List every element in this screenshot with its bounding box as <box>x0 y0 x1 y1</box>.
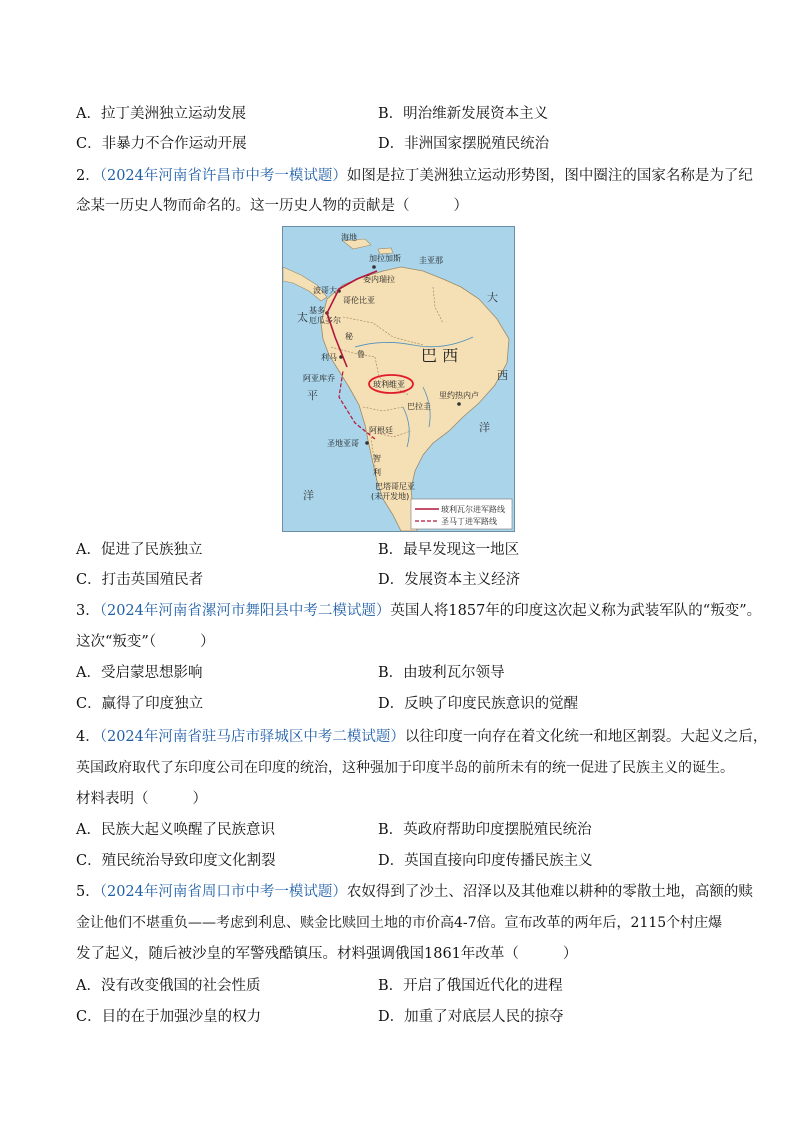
label-guiana: 圭亚那 <box>419 256 443 265</box>
label-chile-1: 智 <box>373 454 381 463</box>
q2-stem-line1 <box>76 166 753 186</box>
label-lima: 利马 <box>321 353 337 362</box>
q2-option-c: C．打击英国殖民者 <box>76 572 204 588</box>
latin-america-independence-map <box>282 226 515 532</box>
q2-option-b: B．最早发现这一地区 <box>378 542 520 558</box>
q3-paren-close: ） <box>200 634 215 650</box>
q4-source: （2024年河南省驻马店市驿城区中考二模试题） <box>99 729 405 745</box>
q2-number: 2． <box>76 168 100 184</box>
q1-option-a: A．拉丁美洲独立运动发展 <box>76 106 246 122</box>
label-haiti: 海地 <box>341 233 357 242</box>
ocean-label-da: 大 <box>487 291 498 304</box>
label-bolivia: 玻利维亚 <box>373 380 405 389</box>
q3-number: 3． <box>76 603 100 619</box>
q3-stem1: 英国人将1857年的印度这次起义称为武装军队的“叛变”。 <box>390 603 762 619</box>
label-patagonia: 巴塔哥尼亚 <box>375 482 415 491</box>
q5-option-b: B．开启了俄国近代化的进程 <box>378 978 563 994</box>
q4-option-b: B．英政府帮助印度摆脱殖民统治 <box>378 822 592 838</box>
label-caracas: 加拉加斯 <box>369 254 401 263</box>
legend-bolivar: 玻利瓦尔进军路线 <box>441 505 505 514</box>
q3-stem-line1 <box>76 601 761 621</box>
q3-stem2: 这次“叛变”（ <box>76 634 157 650</box>
q2-option-a: A．促进了民族独立 <box>76 542 203 558</box>
q3-source: （2024年河南省漯河市舞阳县中考二模试题） <box>99 603 391 619</box>
label-brazil: 巴 西 <box>421 346 459 365</box>
q1-option-b: B．明治维新发展资本主义 <box>378 106 549 122</box>
label-rio: 里约热内卢 <box>439 391 479 400</box>
q4-stem-line3 <box>76 789 207 809</box>
q5-stem1: 农奴得到了沙土、沼泽以及其他难以耕种的零散土地，高额的赎 <box>346 884 753 900</box>
q4-stem3: 材料表明（ <box>76 791 149 807</box>
q4-option-a: A．民族大起义唤醒了民族意识 <box>76 822 275 838</box>
q2-stem2: 念某一历史人物而命名的。这一历史人物的贡献是（ <box>76 198 410 214</box>
q5-source: （2024年河南省周口市中考一模试题） <box>99 884 347 900</box>
q5-stem-line2: 金让他们不堪重负——考虑到利息、赎金比赎回土地的市价高4-7倍。宣布改革的两年后，2115个村庄爆 <box>76 915 723 931</box>
label-quito: 基多 <box>309 306 325 315</box>
ocean-label-yang2: 洋 <box>479 421 490 434</box>
q4-option-d: D．英国直接向印度传播民族主义 <box>378 853 593 869</box>
q2-paren-close: ） <box>453 198 468 214</box>
south-america-landmass <box>321 267 509 531</box>
label-chile-2: 利 <box>373 468 381 477</box>
q4-stem1: 以往印度一向存在着文化统一和地区割裂。大起义之后， <box>404 729 768 745</box>
label-argentina: 阿根廷 <box>369 426 393 435</box>
q3-option-b: B．由玻利瓦尔领导 <box>378 665 505 681</box>
q5-stem3: 发了起义，随后被沙皇的军警残酷镇压。材料强调俄国1861年改革（ <box>76 946 519 962</box>
ocean-label-tai: 太 <box>297 311 308 324</box>
q5-stem-line1 <box>76 882 753 902</box>
label-peru-2: 鲁 <box>357 350 365 359</box>
label-ayacucho: 阿亚库乔 <box>303 374 335 383</box>
q5-option-d: D．加重了对底层人民的掠夺 <box>378 1009 564 1025</box>
q4-option-c: C．殖民统治导致印度文化割裂 <box>76 853 276 869</box>
label-santiago: 圣地亚哥 <box>327 439 359 448</box>
label-colombia: 哥伦比亚 <box>343 296 375 305</box>
q4-number: 4． <box>76 729 100 745</box>
q5-option-a: A．没有改变俄国的社会性质 <box>76 978 261 994</box>
q1-option-d: D．非洲国家摆脱殖民统治 <box>378 136 550 152</box>
q4-paren-close: ） <box>192 791 207 807</box>
q3-option-c: C．赢得了印度独立 <box>76 696 204 712</box>
label-bogota: 波哥大 <box>313 286 337 295</box>
q2-source: （2024年河南省许昌市中考一模试题） <box>99 168 347 184</box>
label-ecuador: 厄瓜多尔 <box>309 316 341 325</box>
q2-stem1: 如图是拉丁美洲独立运动形势图，图中圈注的国家名称是为了纪 <box>346 168 753 184</box>
ocean-label-xi: 西 <box>497 369 508 382</box>
q5-option-c: C．目的在于加强沙皇的权力 <box>76 1009 262 1025</box>
label-paraguay: 巴拉圭 <box>407 402 431 411</box>
label-undeveloped: (未开发地) <box>371 492 410 501</box>
q2-stem-line2 <box>76 196 468 216</box>
q5-paren-close: ） <box>562 946 578 962</box>
ocean-label-yang: 洋 <box>303 489 314 502</box>
q3-stem-line2 <box>76 632 215 652</box>
ocean-label-ping: 平 <box>307 389 318 402</box>
q4-stem-line1 <box>76 727 767 747</box>
q2-option-d: D．发展资本主义经济 <box>378 572 521 588</box>
label-venezuela: 委内瑞拉 <box>363 275 395 284</box>
legend-sanmartin: 圣马丁进军路线 <box>441 517 497 526</box>
q5-number: 5． <box>76 884 100 900</box>
label-peru-1: 秘 <box>345 332 353 341</box>
q1-option-c: C．非暴力不合作运动开展 <box>76 136 247 152</box>
q3-option-d: D．反映了印度民族意识的觉醒 <box>378 696 579 712</box>
q5-stem-line3 <box>76 944 577 964</box>
q4-stem-line2: 英国政府取代了东印度公司在印度的统治，这种强加于印度半岛的前所未有的统一促进了民族主义的诞生。 <box>76 760 734 776</box>
q3-option-a: A．受启蒙思想影响 <box>76 665 203 681</box>
